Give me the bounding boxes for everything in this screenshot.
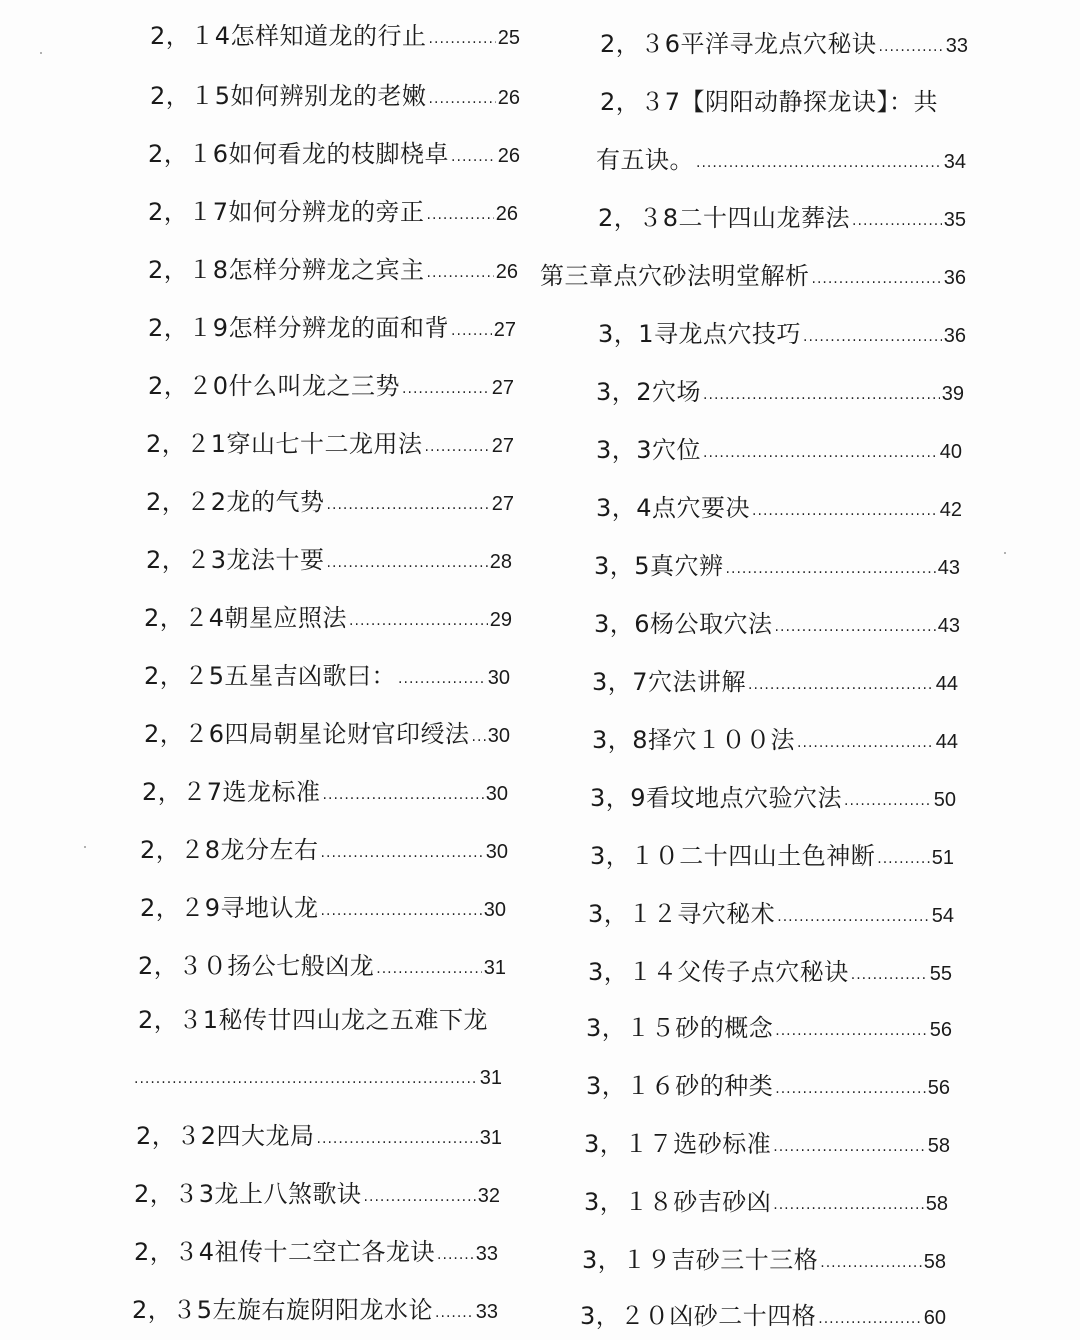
- toc-entry-title: 3，１５砂的概念: [586, 1014, 774, 1042]
- toc-entry: [588, 894, 954, 934]
- dot-leader: [429, 79, 496, 119]
- toc-page-number: 56: [929, 1019, 952, 1041]
- toc-page-number: 30: [483, 899, 506, 921]
- dot-leader: [323, 775, 484, 815]
- toc-entry: [148, 366, 514, 406]
- toc-entry: [138, 1000, 518, 1040]
- toc-page-number: 25: [497, 27, 520, 49]
- toc-entry: [600, 24, 968, 64]
- toc-entry-title: 2，３7【阴阳动静探龙诀】：共: [600, 88, 939, 116]
- dot-leader: [427, 253, 494, 293]
- dot-leader: [327, 485, 490, 525]
- toc-entry-title: 2，２3龙法十要: [146, 546, 325, 574]
- toc-entry-title: 2，２4朝星应照法: [144, 604, 348, 632]
- toc-entry: [584, 1124, 950, 1164]
- toc-entry: [582, 1240, 946, 1280]
- toc-entry-title: 2，２6四局朝星论财官印绶法: [144, 720, 470, 748]
- toc-page-number: 60: [923, 1307, 946, 1329]
- dot-leader: [879, 27, 944, 67]
- toc-page-number: 26: [497, 87, 520, 109]
- toc-entry: [596, 372, 964, 412]
- toc-entry: [592, 720, 958, 760]
- toc-page-number: 51: [931, 847, 954, 869]
- toc-entry-title: 2，３6平洋寻龙点穴秘诀: [600, 30, 877, 58]
- toc-entry: [594, 604, 960, 644]
- dot-leader: [777, 897, 929, 937]
- toc-entry-title: 2，１9怎样分辨龙的面和背: [148, 314, 450, 342]
- toc-entry: [584, 1182, 948, 1222]
- dot-leader: [773, 1185, 923, 1225]
- toc-entry: [146, 540, 512, 580]
- dot-leader: [402, 369, 490, 409]
- dot-leader: [851, 955, 928, 995]
- dot-leader: [726, 549, 936, 589]
- toc-page-number: 30: [485, 783, 508, 805]
- toc-page-number: 30: [487, 725, 510, 747]
- toc-page-number: 32: [477, 1185, 500, 1207]
- dot-leader: [773, 1127, 925, 1167]
- dot-leader: [435, 1293, 474, 1333]
- toc-page-number: 58: [925, 1193, 948, 1215]
- dot-leader: [134, 1059, 478, 1099]
- toc-entry-title: 2，２5五星吉凶歌曰：: [144, 662, 397, 690]
- toc-entry: [596, 488, 962, 528]
- toc-page-number: 44: [935, 673, 958, 695]
- dot-leader: [429, 19, 496, 59]
- toc-entry: [142, 772, 508, 812]
- toc-entry: [586, 1066, 950, 1106]
- toc-page-number: 44: [935, 731, 958, 753]
- toc-page-number: 29: [489, 609, 512, 631]
- toc-entry: [596, 430, 962, 470]
- toc-entry: [132, 1290, 498, 1330]
- toc-page-number: 30: [487, 667, 510, 689]
- toc-entry: [140, 888, 506, 928]
- dot-leader: [748, 665, 934, 705]
- toc-entry-title: 3，8择穴１００法: [592, 726, 796, 754]
- toc-entry-title: 第三章点穴砂法明堂解析: [540, 262, 810, 290]
- toc-entry-title: 2，３2四大龙局: [136, 1122, 315, 1150]
- toc-page-number: 34: [943, 151, 966, 173]
- toc-entry: [136, 1116, 502, 1156]
- toc-entry-title: 3，１４父传子点穴秘诀: [588, 958, 849, 986]
- toc-page-number: 43: [937, 557, 960, 579]
- toc-entry: [594, 546, 960, 586]
- toc-entry-title: 3，２０凶砂二十四格: [580, 1302, 817, 1330]
- toc-entry: [134, 1232, 498, 1272]
- toc-entry-title: 2，２9寻地认龙: [140, 894, 319, 922]
- toc-entry-title: 3，5真穴辨: [594, 552, 724, 580]
- toc-entry: [580, 1296, 946, 1336]
- toc-page-number: 50: [933, 789, 956, 811]
- dot-leader: [775, 607, 936, 647]
- toc-entry: [146, 482, 514, 522]
- toc-page-number: 56: [927, 1077, 950, 1099]
- toc-entry: [144, 714, 510, 754]
- dot-leader: [703, 433, 938, 473]
- dot-leader: [703, 375, 940, 415]
- toc-page-number: 36: [943, 325, 966, 347]
- dot-leader: [844, 781, 932, 821]
- toc-page-number: 31: [483, 957, 506, 979]
- toc-page-number: 26: [497, 145, 520, 167]
- toc-page-number: 31: [479, 1127, 502, 1149]
- toc-page-number: 55: [929, 963, 952, 985]
- toc-entry-title: 2，１6如何看龙的枝脚桡卓: [148, 140, 450, 168]
- dot-leader: [437, 1235, 474, 1275]
- toc-entry-title: 2，１5如何辨别龙的老嫩: [150, 82, 427, 110]
- toc-entry-title: 3，6杨公取穴法: [594, 610, 773, 638]
- dot-leader: [803, 317, 942, 357]
- toc-entry: [134, 1174, 500, 1214]
- toc-entry: [148, 308, 516, 348]
- toc-entry-title: 2，２7选龙标准: [142, 778, 321, 806]
- toc-page-number: 27: [491, 377, 514, 399]
- toc-page-number: 35: [943, 209, 966, 231]
- toc-entry-title: 3，１８砂吉砂凶: [584, 1188, 772, 1216]
- toc-page-number: 39: [941, 383, 964, 405]
- dot-leader: [812, 259, 942, 299]
- toc-page-number: 27: [491, 493, 514, 515]
- dot-leader: [696, 143, 942, 183]
- scan-speck: [84, 846, 86, 848]
- toc-entry-title: 3，4点穴要决: [596, 494, 751, 522]
- toc-entry-title: 2，３4祖传十二空亡各龙诀: [134, 1238, 436, 1266]
- toc-entry: [144, 656, 510, 696]
- toc-entry: [144, 598, 512, 638]
- toc-entry: [590, 778, 956, 818]
- toc-entry: [146, 424, 514, 464]
- dot-leader: [451, 311, 492, 351]
- dot-leader: [427, 195, 494, 235]
- toc-entry-title: 3，１６砂的种类: [586, 1072, 774, 1100]
- chapter-heading: [540, 256, 966, 296]
- toc-entry-title: 2，２1穿山七十二龙用法: [146, 430, 423, 458]
- toc-page-number: 54: [931, 905, 954, 927]
- toc-entry-title: 2，２0什么叫龙之三势: [148, 372, 401, 400]
- toc-entry: [150, 76, 520, 116]
- toc-entry: [588, 952, 952, 992]
- toc-page-number: 42: [939, 499, 962, 521]
- dot-leader: [321, 891, 482, 931]
- toc-page-number: 27: [491, 435, 514, 457]
- dot-leader: [321, 833, 484, 873]
- toc-entry-title: 2，１4怎样知道龙的行止: [150, 22, 427, 50]
- dot-leader: [775, 1069, 925, 1109]
- toc-entry-title: 3，１０二十四山土色神断: [590, 842, 876, 870]
- toc-page-number: 31: [479, 1067, 502, 1089]
- dot-leader: [425, 427, 490, 467]
- toc-page-number: 33: [475, 1243, 498, 1265]
- toc-entry-title: 3，3穴位: [596, 436, 702, 464]
- toc-entry-title: 2，１7如何分辨龙的旁正: [148, 198, 425, 226]
- toc-entry-title: 3，１９吉砂三十三格: [582, 1246, 819, 1274]
- dot-leader: [877, 839, 929, 879]
- scan-speck: [1004, 552, 1006, 554]
- toc-page-number: 26: [495, 203, 518, 225]
- toc-entry-title: 3，9看坟地点穴验穴法: [590, 784, 843, 812]
- toc-entry-title: 2，１8怎样分辨龙之宾主: [148, 256, 425, 284]
- toc-page-number: 36: [943, 267, 966, 289]
- toc-page-number: 40: [939, 441, 962, 463]
- toc-entry-title: 2，３3龙上八煞歌诀: [134, 1180, 362, 1208]
- toc-entry-title: 2，３8二十四山龙葬法: [598, 204, 851, 232]
- toc-entry-title: 3，１２寻穴秘术: [588, 900, 776, 928]
- toc-entry: [590, 836, 954, 876]
- toc-page-number: 30: [485, 841, 508, 863]
- dot-leader: [349, 601, 488, 641]
- dot-leader: [752, 491, 938, 531]
- toc-entry: [586, 1008, 952, 1048]
- toc-entry: [148, 250, 518, 290]
- dot-leader: [398, 659, 486, 699]
- toc-page-number: 58: [927, 1135, 950, 1157]
- toc-entry-title: 2，３5左旋右旋阴阳龙水论: [132, 1296, 434, 1324]
- toc-entry: [150, 16, 520, 56]
- toc-page-number: 27: [493, 319, 516, 341]
- toc-page-number: 43: [937, 615, 960, 637]
- toc-entry: [140, 830, 508, 870]
- toc-page-number: 33: [475, 1301, 498, 1323]
- toc-entry: [600, 82, 980, 122]
- dot-leader: [852, 201, 942, 241]
- dot-leader: [317, 1119, 478, 1159]
- dot-leader: [797, 723, 934, 763]
- dot-leader: [364, 1177, 476, 1217]
- dot-leader: [376, 949, 481, 989]
- toc-page-number: 58: [923, 1251, 946, 1273]
- toc-entry-title: 3，7穴法讲解: [592, 668, 747, 696]
- dot-leader: [775, 1011, 927, 1051]
- toc-page-number: 28: [489, 551, 512, 573]
- toc-entry-title: 2，２2龙的气势: [146, 488, 325, 516]
- toc-entry-title: 3，1寻龙点穴技巧: [598, 320, 802, 348]
- toc-entry-title: 2，２8龙分左右: [140, 836, 319, 864]
- dot-leader: [451, 137, 496, 177]
- dot-leader: [818, 1299, 921, 1339]
- toc-entry-title: 2，３０扬公七般凶龙: [138, 952, 375, 980]
- toc-entry-title: 2，３1秘传廿四山龙之五难下龙: [138, 1006, 489, 1034]
- toc-entry-title: 3，１７选砂标准: [584, 1130, 772, 1158]
- toc-entry: [138, 946, 506, 986]
- toc-entry-title: 有五诀。: [596, 146, 694, 174]
- toc-page-number: 33: [945, 35, 968, 57]
- dot-leader: [472, 717, 486, 757]
- toc-entry: [592, 662, 958, 702]
- toc-entry-title: 3，2穴场: [596, 378, 702, 406]
- dot-leader: [820, 1243, 921, 1283]
- toc-entry: [148, 192, 518, 232]
- dot-leader: [327, 543, 488, 583]
- toc-entry: [598, 314, 966, 354]
- toc-entry: [148, 134, 520, 174]
- toc-page-number: 26: [495, 261, 518, 283]
- scan-speck: [40, 52, 42, 54]
- toc-entry: [598, 198, 966, 238]
- toc-entry: [596, 140, 966, 180]
- toc-entry-continuation: [132, 1058, 502, 1098]
